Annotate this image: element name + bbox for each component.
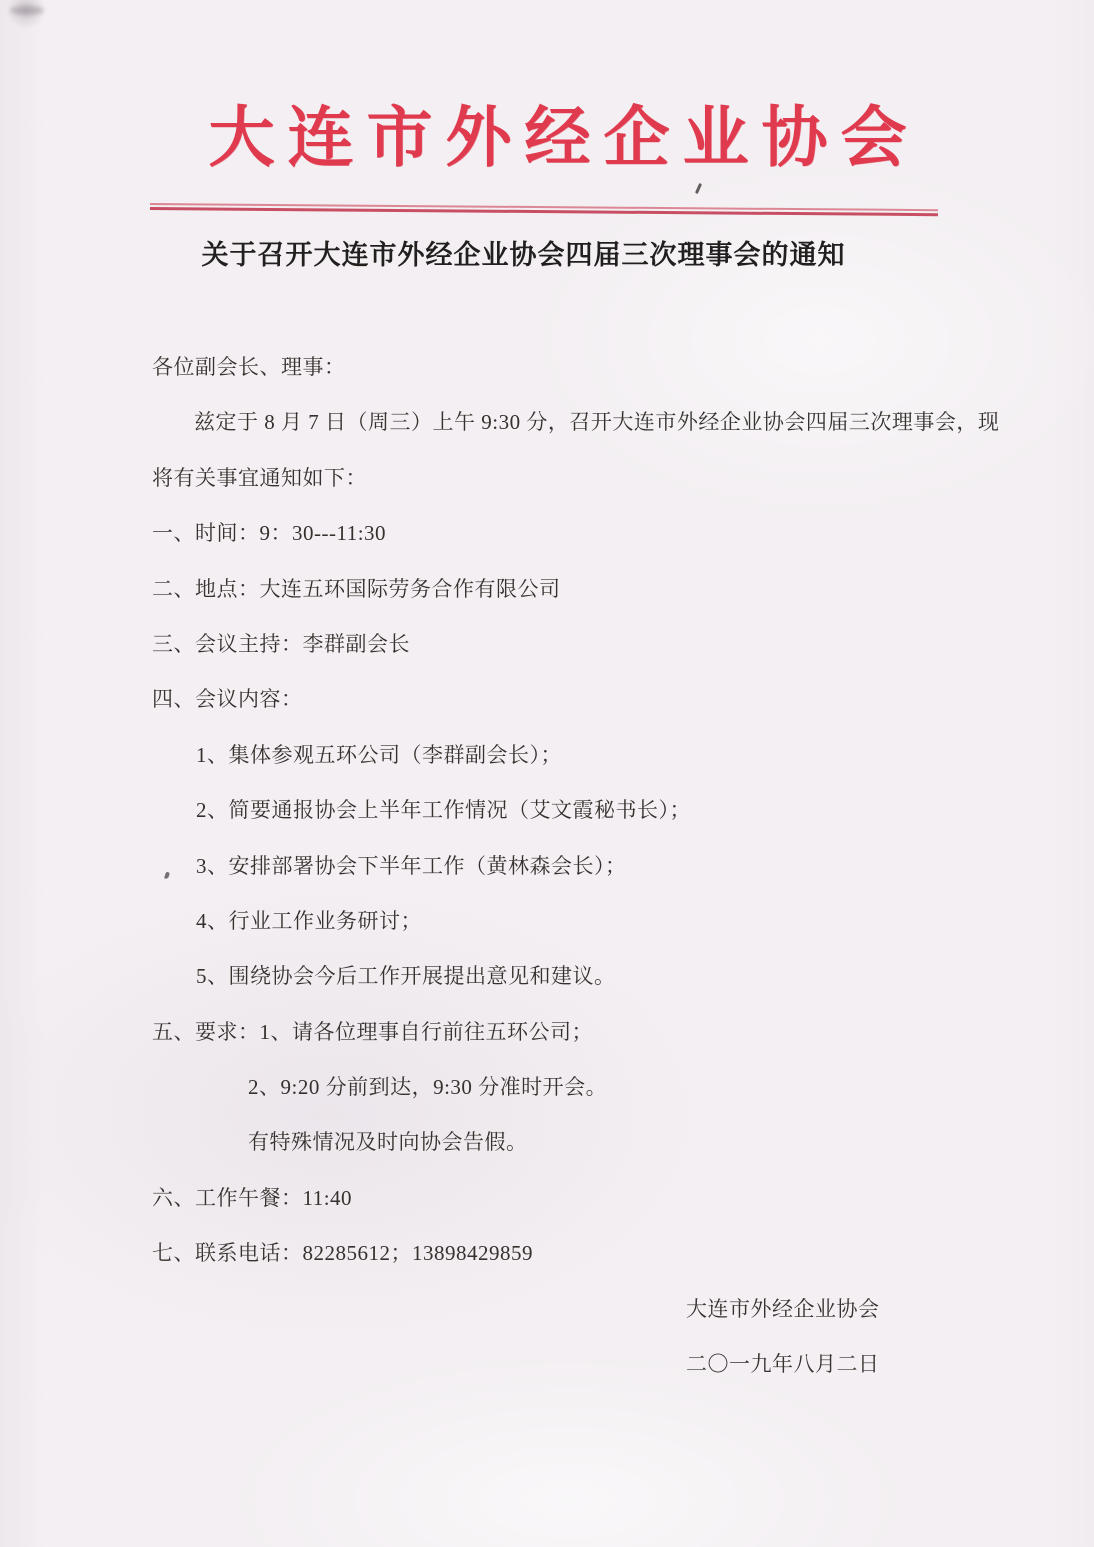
signature-date: 二〇一九年八月二日 [686,1352,880,1377]
salutation: 各位副会长、理事： [152,355,346,379]
section-phone: 七、联系电话：82285612；13898429859 [152,1241,533,1266]
agenda-item-3: 3、安排部署协会下半年工作（黄林森会长）； [196,853,627,878]
section-agenda-heading: 四、会议内容： [152,687,303,712]
requirement-arrival: 2、9:20 分前到达，9:30 分准时开会。 [248,1075,608,1100]
intro-line-1: 兹定于 8 月 7 日（周三）上午 9:30 分，召开大连市外经企业协会四届三次理事会，现 [194,410,1000,435]
agenda-item-2: 2、简要通报协会上半年工作情况（艾文霞秘书长）； [196,798,691,823]
signature-org: 大连市外经企业协会 [686,1296,880,1321]
intro-line-2: 将有关事宜通知如下： [152,465,367,490]
agenda-item-5: 5、围绕协会今后工作开展提出意见和建议。 [196,964,616,989]
notice-body [0,340,1094,1392]
section-host: 三、会议主持：李群副会长 [152,631,410,656]
letterhead-org-name: 大连市外经企业协会 [208,102,920,175]
agenda-item-1: 1、集体参观五环公司（李群副会长）； [196,742,562,767]
letterhead-double-rule [150,203,938,216]
scan-smudge [10,6,44,15]
agenda-item-4: 4、行业工作业务研讨； [196,908,422,933]
section-place: 二、地点：大连五环国际劳务合作有限公司 [152,576,561,601]
section-lunch: 六、工作午餐：11:40 [152,1185,353,1210]
notice-title: 关于召开大连市外经企业协会四届三次理事会的通知 [201,240,846,270]
requirement-leave-note: 有特殊情况及时向协会告假。 [248,1130,528,1155]
section-time: 一、时间：9：30---11:30 [152,521,387,546]
scan-artifact-tick [695,183,702,194]
section-requirements: 五、要求：1、请各位理事自行前往五环公司； [152,1019,593,1044]
